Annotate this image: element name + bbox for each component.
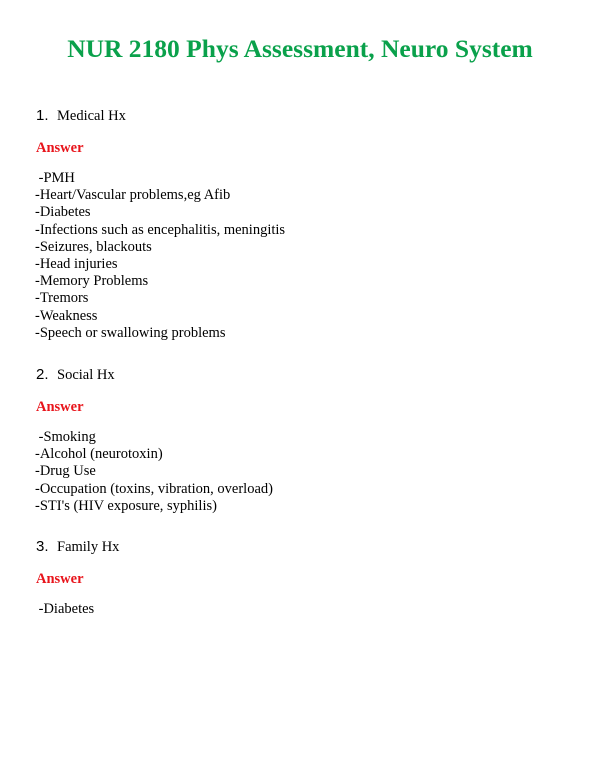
question-text: Social Hx [57,367,115,383]
list-item: -Memory Problems [35,273,149,290]
question-1 [36,107,126,125]
list-item: -Diabetes [35,601,95,617]
answer-list-1 [35,170,285,342]
list-item: -Drug Use [35,463,96,480]
answer-label: Answer [36,140,84,156]
answer-label: Answer [36,571,84,587]
question-3 [36,538,119,556]
list-item: -Occupation (toxins, vibration, overload) [35,480,273,497]
list-item: -Diabetes [35,204,91,221]
list-item: -Smoking [35,429,96,445]
list-item: -Heart/Vascular problems,eg Afib [35,187,231,204]
page-title: NUR 2180 Phys Assessment, Neuro System [67,34,533,63]
question-text: Medical Hx [57,108,126,124]
answer-list-3 [35,601,94,618]
list-item: -Alcohol (neurotoxin) [35,446,163,463]
question-2 [36,366,115,384]
question-text: Family Hx [57,539,120,555]
list-item: -PMH [35,170,75,186]
list-item: -Seizures, blackouts [35,238,152,255]
list-item: -STI's (HIV exposure, syphilis) [35,497,217,514]
list-item: -Infections such as encephalitis, meningitis [35,221,286,238]
answer-list-2 [35,429,273,515]
question-number: 2. [36,366,49,383]
list-item: -Weakness [35,307,98,324]
list-item: -Head injuries [35,256,118,273]
question-number: 1. [36,107,49,124]
question-number: 3. [36,538,49,555]
list-item: -Tremors [35,290,89,307]
answer-label: Answer [36,399,84,415]
list-item: -Speech or swallowing problems [35,324,226,341]
